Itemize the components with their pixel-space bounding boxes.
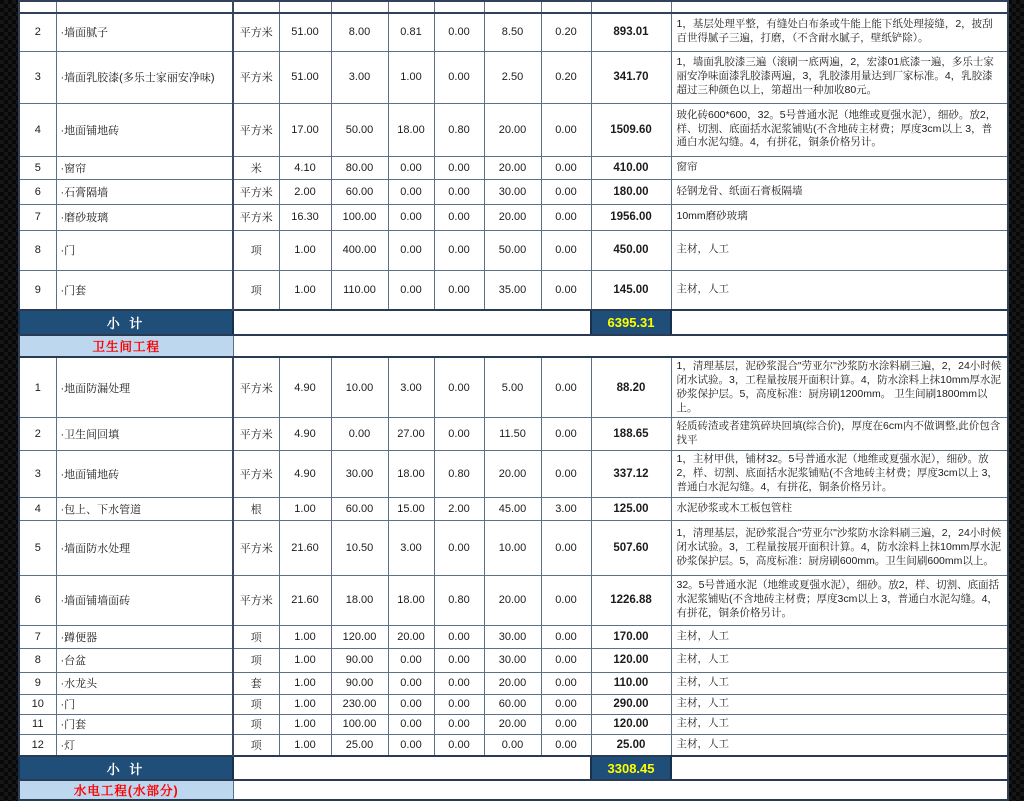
price-col-3: 0.00 [434,418,484,451]
item-quantity: 1.00 [279,270,331,310]
row-total: 25.00 [591,734,671,756]
item-unit: 平方米 [233,451,279,498]
price-col-4: 8.50 [484,13,541,51]
price-col-5: 0.00 [541,714,591,734]
price-col-3: 0.00 [434,13,484,51]
price-col-3: 0.00 [434,694,484,714]
row-total: 88.20 [591,357,671,418]
row-number: 4 [19,103,56,156]
price-col-2: 27.00 [388,418,434,451]
price-col-3: 0.00 [434,520,484,575]
item-unit: 项 [233,625,279,648]
price-col-2: 18.00 [388,575,434,625]
row-total: 110.00 [591,672,671,694]
subtotal-value: 6395.31 [591,310,671,335]
empty-cell [671,1,1008,13]
price-col-5: 0.00 [541,230,591,270]
row-remark: 32。5号普通水泥（地维或夏强水泥），细砂。放2，样、切割、底面括水泥浆铺贴(不含地砖主材费；厚度3cm以上 3，普通白水泥勾缝。4，有拼花，铜条价格另计。 [671,575,1008,625]
item-quantity: 1.00 [279,694,331,714]
section-title: 卫生间工程 [19,335,233,357]
table-row [19,714,1008,734]
price-col-4: 30.00 [484,179,541,204]
item-unit: 平方米 [233,357,279,418]
table-row [19,451,1008,498]
price-col-5: 0.00 [541,625,591,648]
empty-cell [434,1,484,13]
price-col-3: 0.00 [434,714,484,734]
price-col-4: 20.00 [484,156,541,179]
table-row [19,179,1008,204]
row-remark: 水泥砂浆或木工板包管柱 [671,497,1008,520]
item-name: ·灯 [56,734,233,756]
item-quantity: 1.00 [279,230,331,270]
row-number: 3 [19,51,56,103]
row-remark: 主材，人工 [671,714,1008,734]
row-total: 450.00 [591,230,671,270]
row-remark: 主材，人工 [671,625,1008,648]
item-name: ·墙面防水处理 [56,520,233,575]
row-number: 7 [19,625,56,648]
item-quantity: 4.90 [279,451,331,498]
budget-table [18,0,1009,801]
item-unit: 平方米 [233,103,279,156]
partial-row-top [19,1,1008,13]
price-col-3: 0.00 [434,204,484,230]
section-title: 水电工程(水部分) [19,780,233,800]
table-row [19,13,1008,51]
row-total: 120.00 [591,714,671,734]
price-col-1: 60.00 [331,497,388,520]
subtotal-row [19,756,1008,780]
item-name: ·窗帘 [56,156,233,179]
price-col-2: 0.00 [388,734,434,756]
row-remark: 主材，人工 [671,672,1008,694]
price-col-2: 0.81 [388,13,434,51]
price-col-3: 0.00 [434,672,484,694]
item-unit: 根 [233,497,279,520]
price-col-2: 0.00 [388,156,434,179]
item-name: ·地面防漏处理 [56,357,233,418]
price-col-3: 0.00 [434,51,484,103]
subtotal-value: 3308.45 [591,756,671,780]
row-number: 9 [19,672,56,694]
section-header-filler [233,335,1008,357]
row-total: 125.00 [591,497,671,520]
subtotal-filler [233,756,591,780]
subtotal-label: 小 计 [19,756,233,780]
item-unit: 项 [233,270,279,310]
table-row [19,357,1008,418]
row-total: 1509.60 [591,103,671,156]
price-col-4: 35.00 [484,270,541,310]
row-total: 180.00 [591,179,671,204]
item-unit: 平方米 [233,51,279,103]
price-col-3: 0.80 [434,103,484,156]
item-quantity: 17.00 [279,103,331,156]
price-col-3: 0.00 [434,270,484,310]
price-col-5: 0.00 [541,179,591,204]
table-row [19,520,1008,575]
section-header-row [19,335,1008,357]
row-total: 120.00 [591,648,671,672]
item-quantity: 1.00 [279,734,331,756]
table-row [19,204,1008,230]
item-unit: 平方米 [233,204,279,230]
price-col-2: 0.00 [388,694,434,714]
row-number: 3 [19,451,56,498]
row-total: 341.70 [591,51,671,103]
row-number: 7 [19,204,56,230]
item-unit: 套 [233,672,279,694]
empty-cell [331,1,388,13]
row-number: 4 [19,497,56,520]
price-col-4: 20.00 [484,575,541,625]
row-total: 410.00 [591,156,671,179]
row-total: 893.01 [591,13,671,51]
row-number: 5 [19,156,56,179]
row-total: 507.60 [591,520,671,575]
row-number: 6 [19,575,56,625]
subtotal-filler [233,310,591,335]
item-quantity: 1.00 [279,497,331,520]
item-name: ·墙面腻子 [56,13,233,51]
row-remark: 玻化砖600*600，32。5号普通水泥（地维或夏强水泥），细砂。放2，样、切割、底面括水泥浆铺贴(不含地砖主材费；厚度3cm以上 3，普通白水泥勾缝。4，有拼花，铜条价格另计。 [671,103,1008,156]
row-number: 12 [19,734,56,756]
item-quantity: 21.60 [279,520,331,575]
price-col-1: 25.00 [331,734,388,756]
item-quantity: 21.60 [279,575,331,625]
table-row [19,648,1008,672]
row-number: 9 [19,270,56,310]
row-total: 290.00 [591,694,671,714]
item-unit: 平方米 [233,179,279,204]
table-row [19,694,1008,714]
price-col-2: 3.00 [388,520,434,575]
price-col-3: 0.80 [434,451,484,498]
price-col-3: 0.00 [434,648,484,672]
price-col-4: 20.00 [484,103,541,156]
price-col-4: 50.00 [484,230,541,270]
price-col-5: 0.00 [541,734,591,756]
row-remark: 1，墙面乳胶漆三遍（滚刷一底两遍，2，宏漆01底漆一遍，多乐士家丽安净味面漆乳胶漆两遍，3，乳胶漆用量达到厂家标准。4，乳胶漆超过三种颜色以上，第超出一种加收80元。 [671,51,1008,103]
price-col-1: 90.00 [331,672,388,694]
price-col-4: 10.00 [484,520,541,575]
price-col-4: 20.00 [484,451,541,498]
price-col-1: 3.00 [331,51,388,103]
item-name: ·卫生间回填 [56,418,233,451]
item-quantity: 1.00 [279,625,331,648]
empty-cell [541,1,591,13]
row-remark: 1，主材甲供，铺材32。5号普通水泥（地维或夏强水泥），细砂。放2，样、切割、底面括水泥浆铺贴(不含地砖主材费；厚度3cm以上 3，普通白水泥勾缝。4，有拼花，铜条价格另计。 [671,451,1008,498]
row-number: 5 [19,520,56,575]
price-col-5: 3.00 [541,497,591,520]
price-col-5: 0.20 [541,51,591,103]
item-quantity: 4.90 [279,418,331,451]
item-quantity: 16.30 [279,204,331,230]
row-remark: 主材，人工 [671,734,1008,756]
price-col-4: 45.00 [484,497,541,520]
price-col-2: 15.00 [388,497,434,520]
price-col-5: 0.00 [541,270,591,310]
table-row [19,418,1008,451]
row-number: 2 [19,13,56,51]
row-number: 11 [19,714,56,734]
section-header-row [19,780,1008,800]
price-col-5: 0.00 [541,418,591,451]
empty-cell [279,1,331,13]
price-col-4: 2.50 [484,51,541,103]
price-col-4: 20.00 [484,672,541,694]
price-col-2: 3.00 [388,357,434,418]
item-unit: 项 [233,230,279,270]
item-unit: 米 [233,156,279,179]
price-col-5: 0.00 [541,357,591,418]
price-col-5: 0.00 [541,204,591,230]
item-quantity: 1.00 [279,648,331,672]
item-name: ·地面铺地砖 [56,103,233,156]
item-unit: 平方米 [233,13,279,51]
empty-cell [484,1,541,13]
price-col-5: 0.00 [541,694,591,714]
table-row [19,230,1008,270]
price-col-4: 30.00 [484,625,541,648]
price-col-1: 400.00 [331,230,388,270]
price-col-3: 2.00 [434,497,484,520]
empty-cell [19,1,56,13]
price-col-1: 10.00 [331,357,388,418]
item-quantity: 1.00 [279,714,331,734]
item-unit: 平方米 [233,520,279,575]
row-remark: 1，基层处理平整，有缝处白布条或牛能上能下纸处理接缝，2，披刮百世得腻子三遍，打磨，（不含耐水腻子，壁纸铲除）。 [671,13,1008,51]
item-name: ·水龙头 [56,672,233,694]
price-col-1: 110.00 [331,270,388,310]
row-number: 1 [19,357,56,418]
price-col-1: 30.00 [331,451,388,498]
price-col-5: 0.20 [541,13,591,51]
item-name: ·门 [56,694,233,714]
row-remark: 主材，人工 [671,270,1008,310]
budget-table-container [18,0,1009,801]
price-col-1: 120.00 [331,625,388,648]
row-total: 170.00 [591,625,671,648]
row-remark: 轻质砖渣或者建筑碎块回填(综合价)，厚度在6cm内不做调整,此价包含找平 [671,418,1008,451]
row-total: 145.00 [591,270,671,310]
item-quantity: 1.00 [279,672,331,694]
subtotal-remark [671,310,1008,335]
row-total: 1956.00 [591,204,671,230]
price-col-1: 0.00 [331,418,388,451]
price-col-2: 0.00 [388,270,434,310]
table-row [19,497,1008,520]
price-col-4: 11.50 [484,418,541,451]
subtotal-remark [671,756,1008,780]
price-col-4: 20.00 [484,714,541,734]
row-remark: 主材，人工 [671,694,1008,714]
price-col-5: 0.00 [541,672,591,694]
price-col-2: 20.00 [388,625,434,648]
price-col-3: 0.00 [434,230,484,270]
row-remark: 10mm磨砂玻璃 [671,204,1008,230]
subtotal-row [19,310,1008,335]
row-remark: 主材，人工 [671,648,1008,672]
item-unit: 平方米 [233,418,279,451]
table-row [19,672,1008,694]
item-quantity: 51.00 [279,51,331,103]
subtotal-label: 小 计 [19,310,233,335]
price-col-5: 0.00 [541,103,591,156]
price-col-4: 0.00 [484,734,541,756]
price-col-1: 80.00 [331,156,388,179]
table-row [19,156,1008,179]
price-col-2: 0.00 [388,672,434,694]
row-total: 1226.88 [591,575,671,625]
row-remark: 主材，人工 [671,230,1008,270]
price-col-5: 0.00 [541,156,591,179]
price-col-3: 0.00 [434,179,484,204]
item-unit: 项 [233,694,279,714]
price-col-2: 0.00 [388,179,434,204]
item-name: ·门套 [56,714,233,734]
row-number: 8 [19,230,56,270]
price-col-1: 100.00 [331,204,388,230]
price-col-5: 0.00 [541,451,591,498]
price-col-4: 5.00 [484,357,541,418]
price-col-1: 8.00 [331,13,388,51]
price-col-3: 0.00 [434,156,484,179]
item-name: ·蹲便器 [56,625,233,648]
item-unit: 项 [233,714,279,734]
table-row [19,270,1008,310]
price-col-1: 18.00 [331,575,388,625]
price-col-4: 60.00 [484,694,541,714]
budget-table-body [19,1,1008,800]
price-col-2: 0.00 [388,204,434,230]
price-col-1: 100.00 [331,714,388,734]
row-remark: 1，清理基层，泥砂浆混合"劳亚尔"沙浆防水涂料刷三遍，2，24小时候闭水试验。3，工程量按展开面积计算。4，防水涂料上抹10mm厚水泥砂浆保护层。5，高度标准：厨房刷600mm。卫生间刷600mm以上。 [671,520,1008,575]
row-total: 337.12 [591,451,671,498]
section-header-filler [233,780,1008,800]
price-col-2: 0.00 [388,648,434,672]
item-name: ·石膏隔墙 [56,179,233,204]
empty-cell [591,1,671,13]
item-name: ·地面铺地砖 [56,451,233,498]
price-col-4: 30.00 [484,648,541,672]
price-col-3: 0.00 [434,625,484,648]
item-unit: 项 [233,648,279,672]
price-col-2: 0.00 [388,714,434,734]
price-col-3: 0.00 [434,357,484,418]
table-row [19,51,1008,103]
price-col-1: 230.00 [331,694,388,714]
price-col-1: 10.50 [331,520,388,575]
row-remark: 窗帘 [671,156,1008,179]
price-col-2: 0.00 [388,230,434,270]
price-col-1: 90.00 [331,648,388,672]
table-row [19,734,1008,756]
row-total: 188.65 [591,418,671,451]
item-name: ·门 [56,230,233,270]
item-quantity: 4.90 [279,357,331,418]
item-quantity: 4.10 [279,156,331,179]
item-name: ·门套 [56,270,233,310]
row-number: 8 [19,648,56,672]
table-row [19,575,1008,625]
item-unit: 项 [233,734,279,756]
price-col-1: 50.00 [331,103,388,156]
item-name: ·墙面铺墙面砖 [56,575,233,625]
empty-cell [388,1,434,13]
item-name: ·墙面乳胶漆(多乐士家丽安净味) [56,51,233,103]
price-col-3: 0.00 [434,734,484,756]
price-col-3: 0.80 [434,575,484,625]
row-number: 10 [19,694,56,714]
row-remark: 1，清理基层，泥砂浆混合"劳亚尔"沙浆防水涂料刷三遍，2，24小时候闭水试验。3，工程量按展开面积计算。4，防水涂料上抹10mm厚水泥砂浆保护层。5，高度标准：厨房刷1200mm。 卫生间刷1800mm以上。 [671,357,1008,418]
price-col-1: 60.00 [331,179,388,204]
item-quantity: 51.00 [279,13,331,51]
row-number: 2 [19,418,56,451]
item-quantity: 2.00 [279,179,331,204]
price-col-5: 0.00 [541,575,591,625]
price-col-5: 0.00 [541,520,591,575]
item-name: ·磨砂玻璃 [56,204,233,230]
price-col-2: 18.00 [388,103,434,156]
row-remark: 轻钢龙骨、纸面石膏板隔墙 [671,179,1008,204]
item-name: ·包上、下水管道 [56,497,233,520]
price-col-2: 1.00 [388,51,434,103]
price-col-5: 0.00 [541,648,591,672]
empty-cell [233,1,279,13]
table-row [19,103,1008,156]
item-unit: 平方米 [233,575,279,625]
row-number: 6 [19,179,56,204]
price-col-4: 20.00 [484,204,541,230]
empty-cell [56,1,233,13]
price-col-2: 18.00 [388,451,434,498]
table-row [19,625,1008,648]
item-name: ·台盆 [56,648,233,672]
